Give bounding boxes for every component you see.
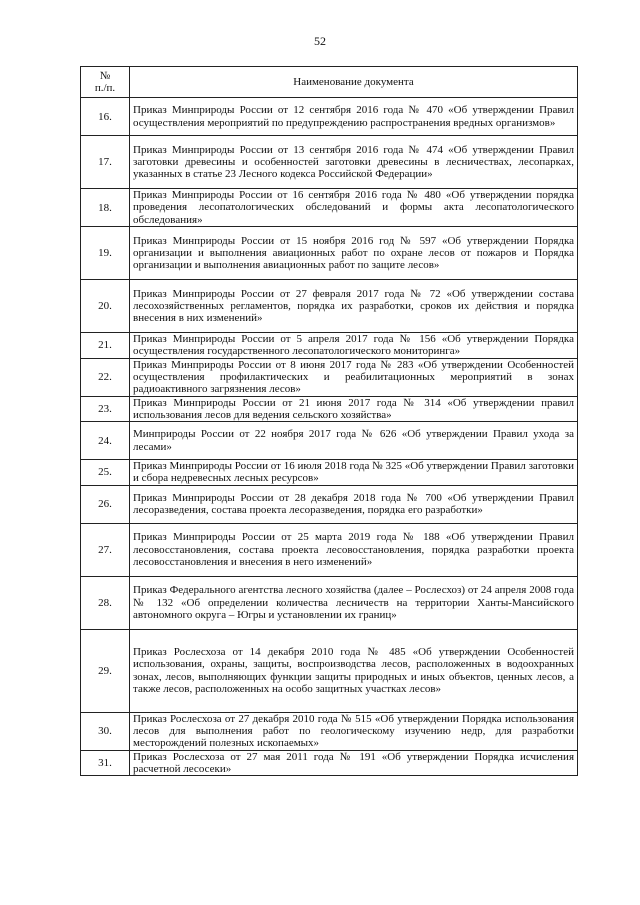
table-row <box>81 576 578 629</box>
document-title: Приказ Федерального агентства лесного хозяйства (далее – Рослесхоз) от 24 апреля 2008 года № 132 «Об определении количества лесничеств на территории Ханты-Мансийского автономного округа – Югры и установлении их границ» <box>130 576 578 629</box>
document-title: Приказ Минприроды России от 21 июня 2017 года № 314 «Об утверждении правил использования лесов для ведения сельского хозяйства» <box>130 396 578 422</box>
row-number: 23. <box>81 396 130 422</box>
document-title: Приказ Минприроды России от 16 сентября 2016 года № 480 «Об утверждении порядка проведения лесопатологических обследований и формы акта лесопатологического обследования» <box>130 189 578 227</box>
table-row <box>81 333 578 359</box>
table-row <box>81 750 578 776</box>
table-row <box>81 280 578 333</box>
table-row <box>81 485 578 523</box>
row-number: 22. <box>81 358 130 396</box>
document-title: Приказ Рослесхоза от 14 декабря 2010 года № 485 «Об утверждении Особенностей использования, охраны, защиты, воспроизводства лесов, расположенных в водоохранных зонах, лесов, выполняющих функции защиты природных и иных объектов, ценных лесов, а также лесов, расположенных на особо защитных участках лесов» <box>130 629 578 712</box>
row-number: 25. <box>81 460 130 486</box>
row-number: 27. <box>81 523 130 576</box>
header-document-name-column: Наименование документа <box>130 67 578 98</box>
table-row <box>81 396 578 422</box>
document-title: Приказ Рослесхоза от 27 мая 2011 года № 191 «Об утверждении Порядка исчисления расчетной лесосеки» <box>130 750 578 776</box>
table-row <box>81 189 578 227</box>
document-title: Приказ Минприроды России от 25 марта 2019 года № 188 «Об утверждении Правил лесовосстановления, состава проекта лесовосстановления, порядка разработки проекта лесовосстановления и внесения в него изменений» <box>130 523 578 576</box>
row-number: 24. <box>81 422 130 460</box>
row-number: 29. <box>81 629 130 712</box>
document-title: Приказ Минприроды России от 15 ноября 2016 год № 597 «Об утверждении Порядка организации и выполнения авиационных работ по охране лесов от пожаров и Порядка организации и выполнения авиационных работ по защите лесов» <box>130 227 578 280</box>
documents-table <box>80 66 578 776</box>
table-row <box>81 227 578 280</box>
table-row <box>81 629 578 712</box>
table-row <box>81 523 578 576</box>
row-number: 28. <box>81 576 130 629</box>
row-number: 18. <box>81 189 130 227</box>
row-number: 20. <box>81 280 130 333</box>
table-row <box>81 98 578 136</box>
document-title: Приказ Минприроды России от 13 сентября 2016 года № 474 «Об утверждении Правил заготовки древесины и особенностей заготовки древесины в лесничествах, лесопарках, указанных в статье 23 Лесного кодекса Российской Федерации» <box>130 136 578 189</box>
row-number: 31. <box>81 750 130 776</box>
document-title: Приказ Минприроды России от 27 февраля 2017 года № 72 «Об утверждении состава лесохозяйственных регламентов, порядка их разработки, сроков их действия и порядка внесения в них изменений» <box>130 280 578 333</box>
page-number: 52 <box>314 34 326 48</box>
document-title: Приказ Минприроды России от 5 апреля 2017 года № 156 «Об утверждении Порядка осуществления государственного лесопатологического мониторинга» <box>130 333 578 359</box>
row-number: 21. <box>81 333 130 359</box>
row-number: 26. <box>81 485 130 523</box>
table-row <box>81 136 578 189</box>
row-number: 17. <box>81 136 130 189</box>
document-title: Приказ Минприроды России от 12 сентября 2016 года № 470 «Об утверждении Правил осуществления мероприятий по предупреждению распространения вредных организмов» <box>130 98 578 136</box>
document-title: Минприроды России от 22 ноября 2017 года № 626 «Об утверждении Правил ухода за лесами» <box>130 422 578 460</box>
row-number: 16. <box>81 98 130 136</box>
header-number-column: № п./п. <box>81 67 130 98</box>
row-number: 30. <box>81 712 130 750</box>
table-header-row <box>81 67 578 98</box>
table-row <box>81 460 578 486</box>
table-row <box>81 712 578 750</box>
document-title: Приказ Минприроды России от 16 июля 2018 года № 325 «Об утверждении Правил заготовки и сбора недревесных лесных ресурсов» <box>130 460 578 486</box>
table-row <box>81 422 578 460</box>
table-row <box>81 358 578 396</box>
row-number: 19. <box>81 227 130 280</box>
document-title: Приказ Рослесхоза от 27 декабря 2010 года № 515 «Об утверждении Порядка использования лесов для выполнения работ по геологическому изучению недр, для разработки месторождений полезных ископаемых» <box>130 712 578 750</box>
document-title: Приказ Минприроды России от 28 декабря 2018 года № 700 «Об утверждении Правил лесоразведения, состава проекта лесоразведения, порядка его разработки» <box>130 485 578 523</box>
document-title: Приказ Минприроды России от 8 июня 2017 года № 283 «Об утверждении Особенностей осуществления профилактических и реабилитационных мероприятий в зонах радиоактивного загрязнения лесов» <box>130 358 578 396</box>
